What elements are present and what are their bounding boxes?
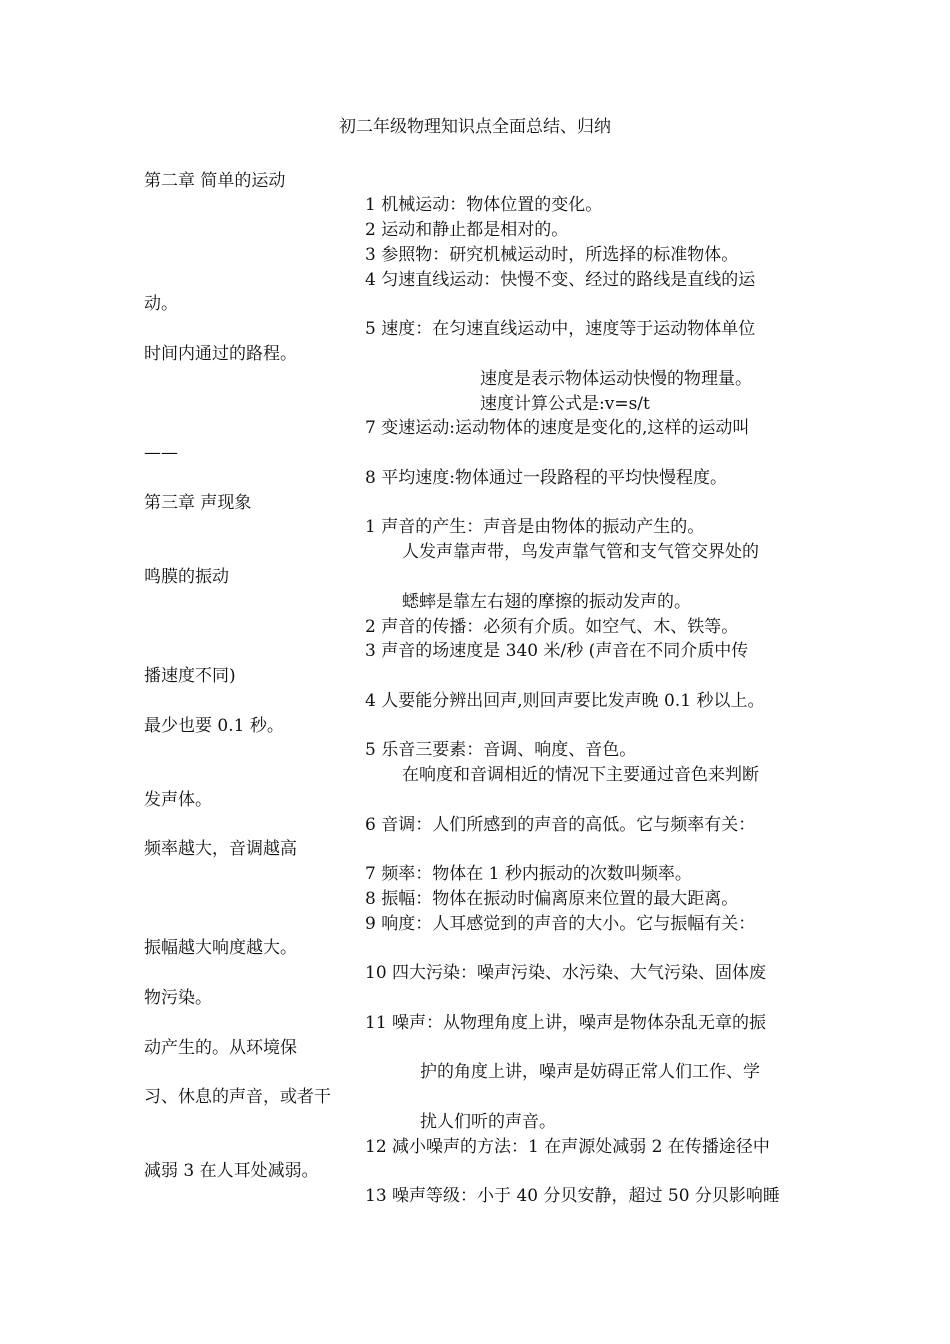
- chapter-heading: 第三章 声现象: [144, 493, 252, 513]
- text-line: 6 音调：人们所感到的声音的高低。它与频率有关：: [365, 815, 756, 835]
- text-line: 护的角度上讲，噪声是妨碍正常人们工作、学: [420, 1062, 760, 1082]
- text-line: 4 匀速直线运动：快慢不变、经过的路线是直线的运: [365, 270, 756, 290]
- text-line: 11 噪声：从物理角度上讲，噪声是物体杂乱无章的振: [365, 1013, 767, 1033]
- text-line: 10 四大污染：噪声污染、水污染、大气污染、固体废: [365, 963, 767, 983]
- chapter-heading: 第二章 简单的运动: [144, 171, 286, 191]
- text-line: 扰人们听的声音。: [420, 1112, 556, 1132]
- text-line: 1 机械运动：物体位置的变化。: [365, 195, 603, 215]
- text-line: 1 声音的产生：声音是由物体的振动产生的。: [365, 517, 705, 537]
- text-line: 时间内通过的路程。: [144, 344, 297, 364]
- text-line: 9 响度：人耳感觉到的声音的大小。它与振幅有关：: [365, 914, 756, 934]
- text-line: 2 运动和静止都是相对的。: [365, 220, 569, 240]
- text-line: 8 振幅：物体在振动时偏离原来位置的最大距离。: [365, 889, 739, 909]
- text-line: 鸣膜的振动: [144, 567, 229, 587]
- text-line: 习、休息的声音，或者干: [144, 1087, 331, 1107]
- page-title: 初二年级物理知识点全面总结、归纳: [339, 117, 611, 137]
- text-line: 动产生的。从环境保: [144, 1038, 297, 1058]
- text-line: 速度是表示物体运动快慢的物理量。: [480, 369, 752, 389]
- text-line: 动。: [144, 294, 178, 314]
- text-line: 3 声音的场速度是 340 米/秒 (声音在不同介质中传: [365, 641, 749, 661]
- text-line: 3 参照物：研究机械运动时，所选择的标准物体。: [365, 245, 739, 265]
- text-line: 2 声音的传播：必须有介质。如空气、木、铁等。: [365, 617, 739, 637]
- text-line: 最少也要 0.1 秒。: [144, 716, 284, 736]
- text-line: 振幅越大响度越大。: [144, 938, 297, 958]
- text-line: 4 人要能分辨出回声,则回声要比发声晚 0.1 秒以上。: [365, 691, 765, 711]
- text-line: 减弱 3 在人耳处减弱。: [144, 1161, 319, 1181]
- text-line: 发声体。: [144, 790, 212, 810]
- text-line: 5 乐音三要素：音调、响度、音色。: [365, 740, 637, 760]
- text-line: ——: [144, 443, 178, 463]
- text-line: 频率越大，音调越高: [144, 839, 297, 859]
- text-line: 12 减小噪声的方法：1 在声源处减弱 2 在传播途径中: [365, 1137, 770, 1157]
- text-line: 速度计算公式是:v=s/t: [480, 394, 650, 414]
- text-line: 13 噪声等级：小于 40 分贝安静，超过 50 分贝影响睡: [365, 1186, 780, 1206]
- text-line: 8 平均速度:物体通过一段路程的平均快慢程度。: [365, 468, 727, 488]
- text-line: 物污染。: [144, 988, 212, 1008]
- text-line: 人发声靠声带，鸟发声靠气管和支气管交界处的: [402, 542, 759, 562]
- text-line: 7 变速运动:运动物体的速度是变化的,这样的运动叫: [365, 418, 750, 438]
- text-line: 7 频率：物体在 1 秒内振动的次数叫频率。: [365, 864, 692, 884]
- text-line: 蟋蟀是靠左右翅的摩擦的振动发声的。: [402, 592, 691, 612]
- text-line: 5 速度：在匀速直线运动中，速度等于运动物体单位: [365, 319, 756, 339]
- text-line: 在响度和音调相近的情况下主要通过音色来判断: [402, 765, 759, 785]
- text-line: 播速度不同): [144, 666, 236, 686]
